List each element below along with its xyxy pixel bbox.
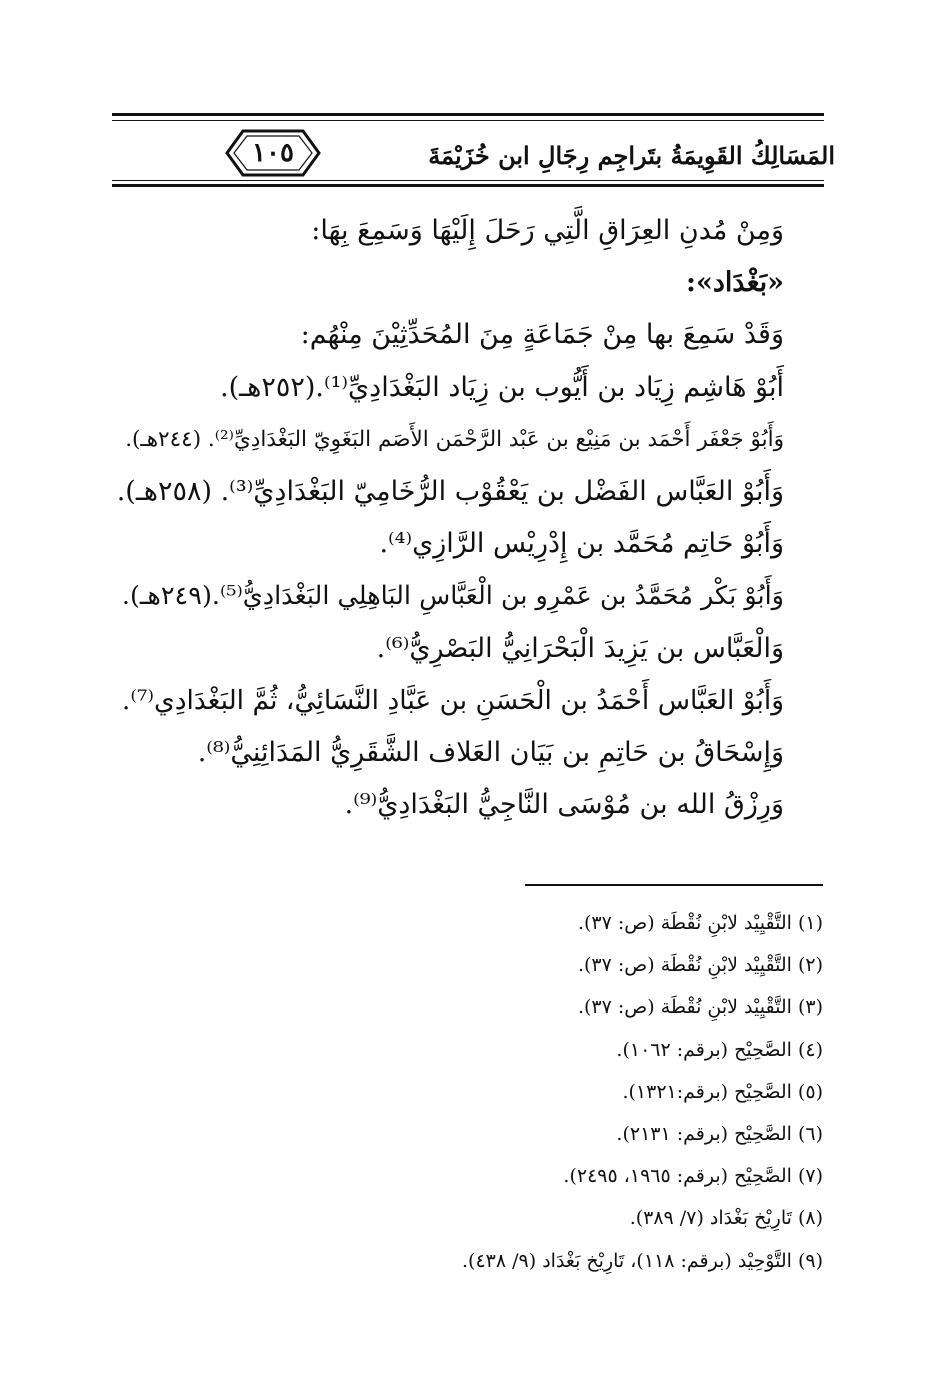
body-line: وَمِنْ مُدنِ العِرَاقِ الَّتِي رَحَلَ إِلَيْهَا وَسَمِعَ بِهَا: — [311, 215, 784, 246]
footnote: (١) التَّقْيِيْد لابْنِ نُقْطَة (ص: ٣٧). — [577, 912, 823, 934]
body-line: وَرِزْقُ الله بن مُوْسَى النَّاجِيُّ البَغْدَادِيُّ⁽⁹⁾. — [344, 789, 784, 821]
footnote: (٢) التَّقْيِيْد لابْنِ نُقْطَة (ص: ٣٧). — [577, 954, 823, 977]
running-title: المَسَالِكُ القَوِيمَةُ بتَراجِم رِجَالِ ابن خُزَيْمَةَ — [428, 141, 835, 170]
body-line: وَأَبُوْ العَبَّاس الفَضْل بن يَعْقُوْب الرُّخَامِيّ البَغْدَادِيِّ⁽³⁾. (٢٥٨هـ). — [116, 475, 784, 507]
footnote: (٥) الصَّحِيْح (برقم:١٣٢١). — [622, 1080, 823, 1103]
body-line: وَقَدْ سَمِعَ بها مِنْ جَمَاعَةٍ مِنَ المُحَدِّثِيْنَ مِنْهُم: — [300, 319, 784, 351]
thin-rule — [112, 180, 824, 181]
footnote: (٧) الصَّحِيْح (برقم: ١٩٦٥، ٢٤٩٥). — [563, 1165, 823, 1188]
page-number-badge — [225, 126, 321, 180]
header-rule-bottom — [112, 180, 824, 187]
thick-rule — [112, 113, 824, 116]
body-line: وَأَبُوْ جَعْفَر أَحْمَد بن مَنِيْع بن عَبْد الرَّحْمَن الأَصَم البَغَوِيّ البَغْدَادِيِّ⁽²⁾. (٢٤٤هـ). — [125, 426, 784, 452]
footnote: (٨) تَارِيْخ بَغْدَاد (٧/ ٣٨٩). — [629, 1207, 823, 1230]
body-text — [112, 205, 784, 831]
body-line: وَأَبُوْ حَاتِم مُحَمَّد بن إِدْرِيْس الرَّازِي⁽⁴⁾. — [379, 528, 784, 560]
section-heading: «بَغْدَاد»: — [686, 267, 784, 299]
body-line: وَإِسْحَاقُ بن حَاتِمِ بن بَيَان العَلاف الشَّقَرِيُّ المَدَائِنِيُّ⁽⁸⁾. — [197, 736, 784, 768]
thick-rule — [112, 184, 824, 187]
footnote: (٣) التَّقْيِيْد لابْنِ نُقْطَة (ص: ٣٧). — [577, 996, 823, 1019]
body-line: أَبُوْ هَاشِم زِيَاد بن أَيُّوب بن زِيَاد البَغْدَادِيِّ⁽¹⁾.(٢٥٢هـ). — [220, 371, 784, 403]
footnote: (٦) الصَّحِيْح (برقم: ٢١٣١). — [616, 1122, 823, 1145]
footnotes — [400, 902, 823, 1282]
footnote: (٤) الصَّحِيْح (برقم: ١٠٦٢). — [616, 1038, 823, 1061]
body-line: وَالْعَبَّاس بن يَزِيدَ الْبَحْرَانِيُّ البَصْرِيُّ⁽⁶⁾. — [376, 632, 784, 664]
footnote-divider — [525, 884, 823, 886]
footnote: (٩) التَّوْحِيْد (برقم: ١١٨)، تَارِيْخ بَغْدَاد (٩/ ٤٣٨). — [462, 1249, 823, 1272]
body-line: وَأَبُوْ العَبَّاس أَحْمَدُ بن الْحَسَنِ بن عَبَّادِ النَّسَائِيُّ، ثُمَّ البَغْدَادِي⁽⁷⁾. — [121, 684, 784, 716]
page-number: ١٠٥ — [252, 138, 294, 168]
header-rule-top — [112, 113, 824, 121]
thin-rule — [112, 120, 824, 121]
body-line: وَأَبُوْ بَكْر مُحَمَّدُ بن عَمْرِو بن الْعَبَّاسِ البَاهِلِي البَغْدَادِيُّ⁽⁵⁾.(٢٤٩هـ). — [121, 581, 784, 612]
